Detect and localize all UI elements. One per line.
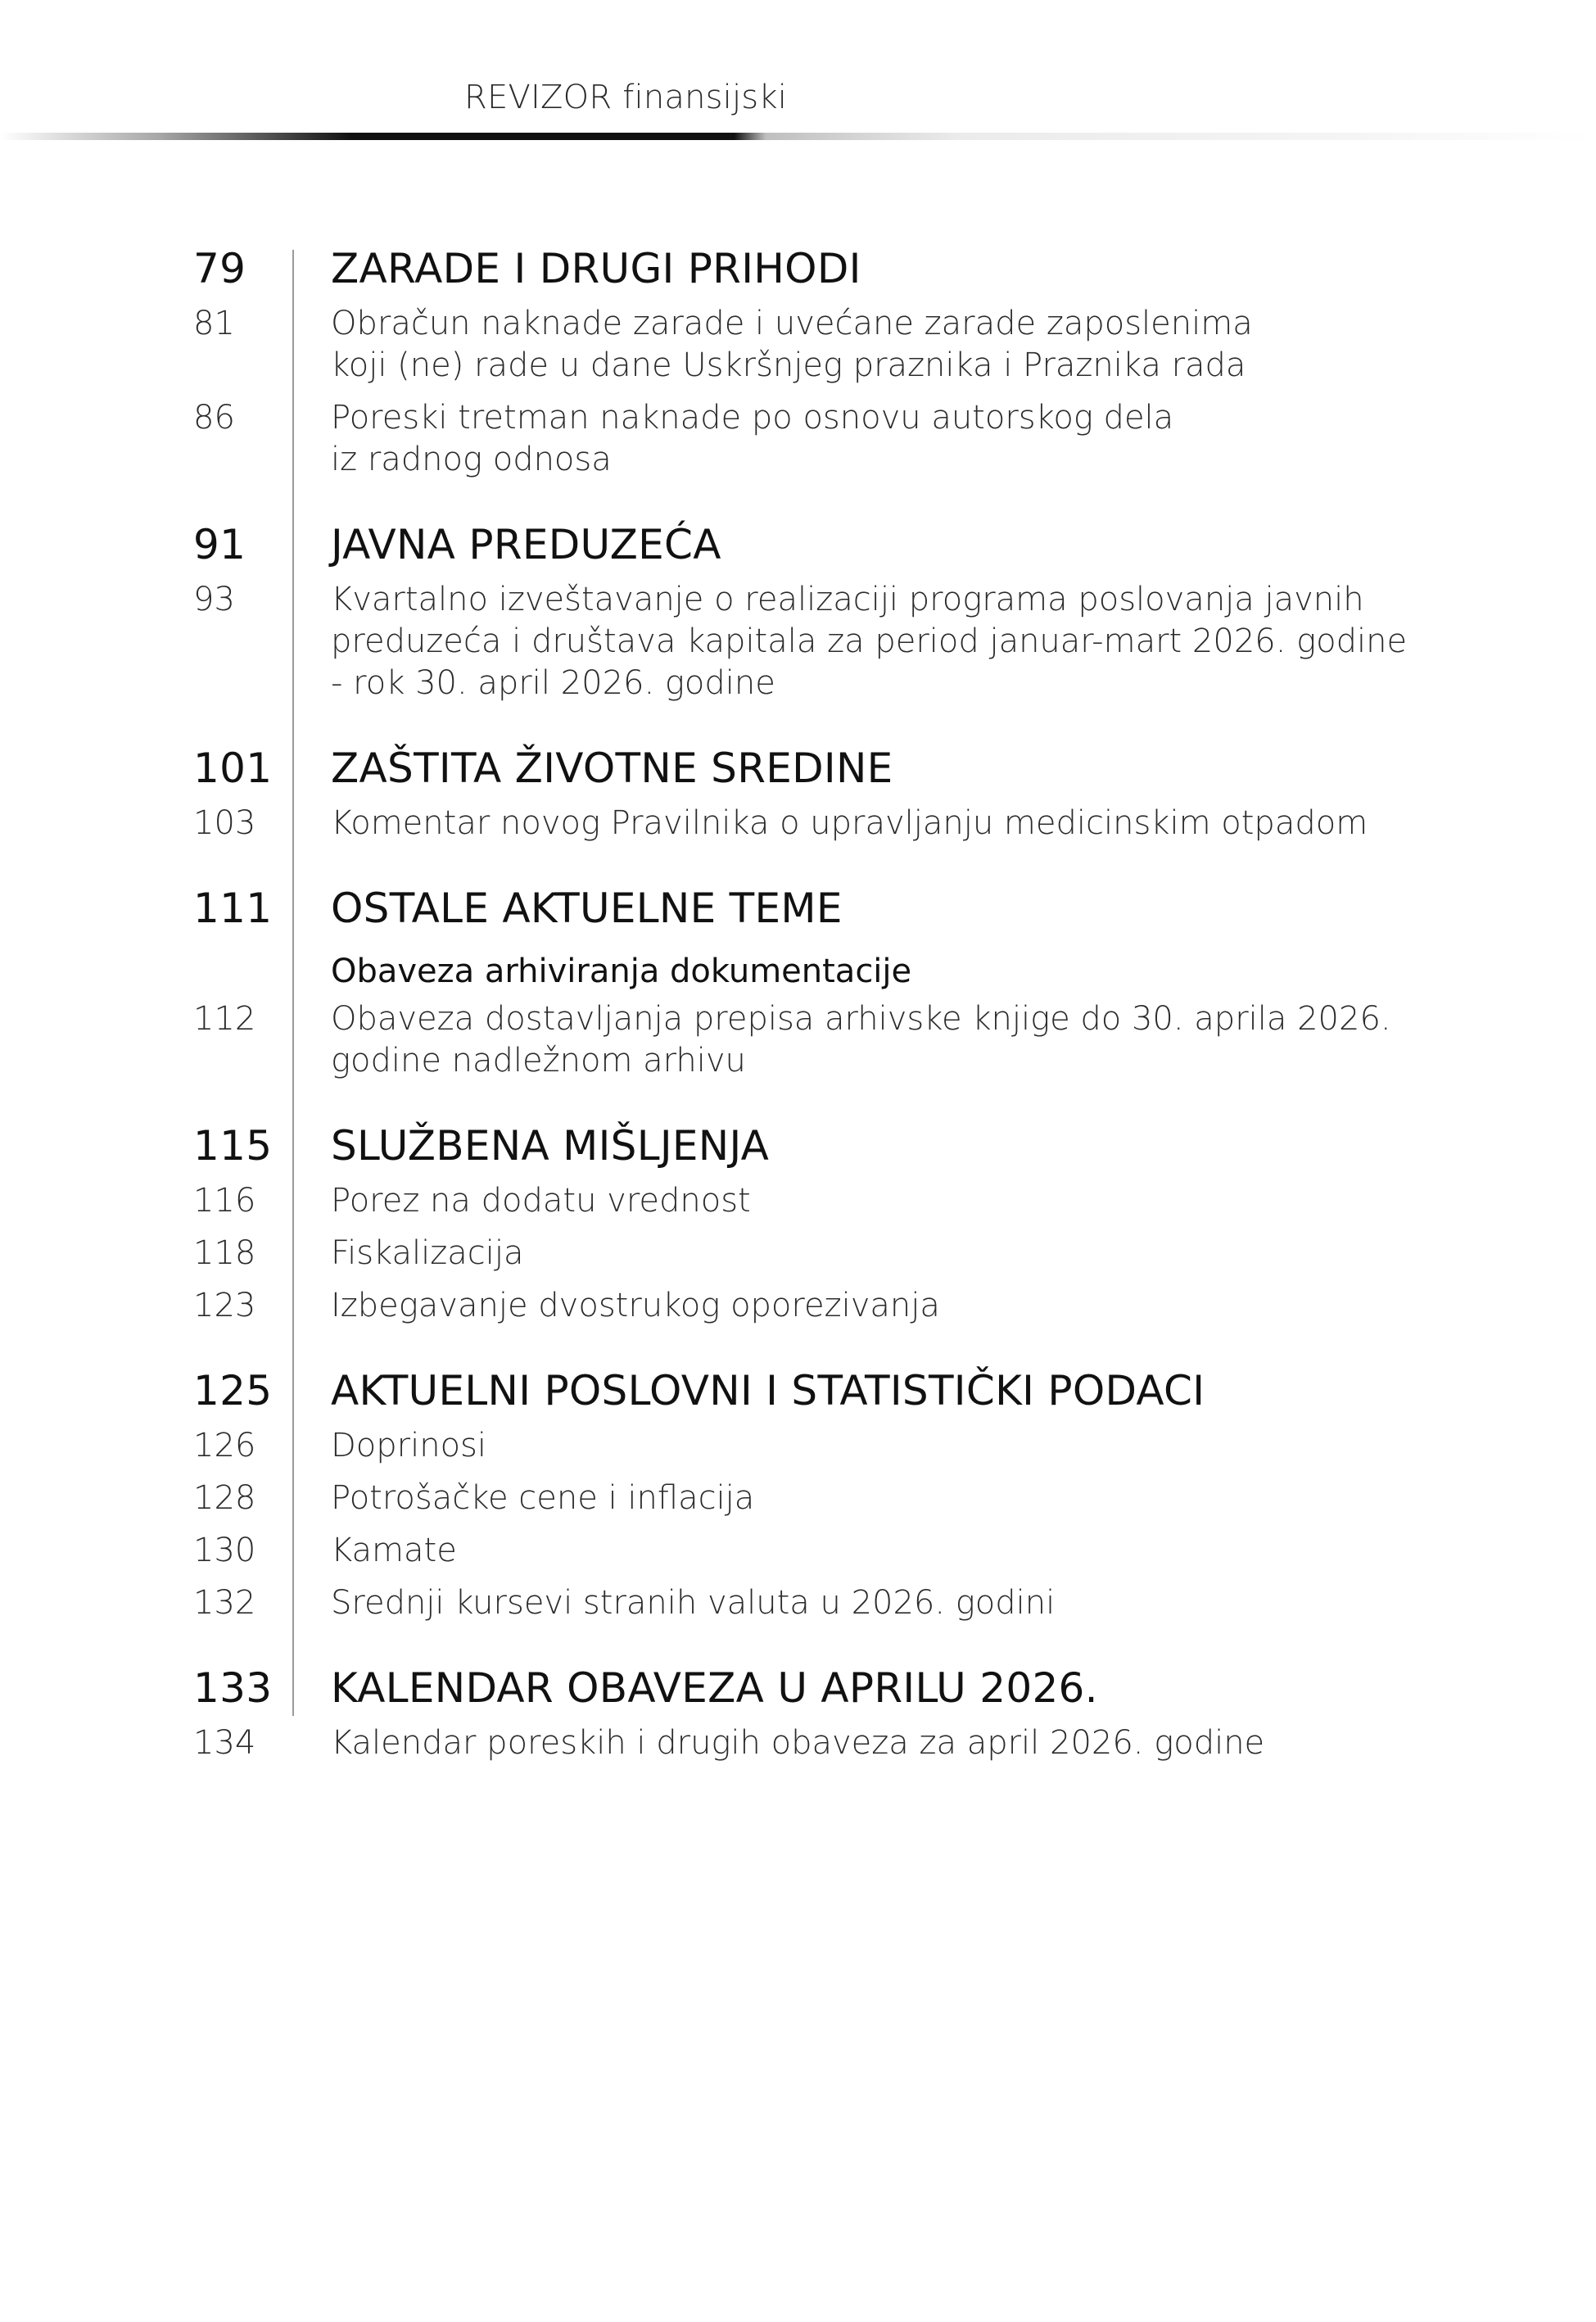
entry-title bbox=[331, 1478, 1356, 1519]
entry-title bbox=[331, 1425, 1356, 1467]
entry-title bbox=[331, 1233, 1356, 1274]
entry-title bbox=[331, 1180, 1356, 1222]
entry-page-number: 86 bbox=[193, 399, 235, 437]
toc-entry[interactable] bbox=[193, 1233, 1356, 1274]
toc-entry[interactable] bbox=[193, 1478, 1356, 1519]
entry-page-number: 118 bbox=[193, 1234, 256, 1272]
entry-title-line: godine nadležnom arhivu bbox=[331, 1042, 746, 1080]
toc-section[interactable] bbox=[193, 1659, 1356, 1718]
toc-entry[interactable] bbox=[193, 998, 1391, 1082]
entry-title-line: Kvartalno izveštavanje o realizaciji programa poslovanja javnih bbox=[331, 581, 1364, 618]
entry-title-line: Poreski tretman naknade po osnovu autorskog dela bbox=[331, 399, 1174, 437]
toc-entry[interactable] bbox=[193, 303, 1356, 387]
running-title: REVIZOR finansijski bbox=[464, 79, 788, 116]
entry-title-line: preduzeća i društava kapitala za period januar-mart 2026. godine bbox=[331, 622, 1408, 660]
toc-section[interactable] bbox=[193, 239, 1356, 298]
section-page-number: 111 bbox=[193, 885, 273, 932]
entry-page-number: 132 bbox=[193, 1584, 256, 1622]
toc-entry[interactable] bbox=[193, 803, 1368, 844]
entry-title-line: Fiskalizacija bbox=[331, 1234, 524, 1272]
header-rule bbox=[0, 133, 1596, 140]
toc-entry[interactable] bbox=[193, 579, 1408, 704]
entry-title bbox=[331, 1722, 1356, 1764]
entry-title-line: Izbegavanje dvostrukog oporezivanja bbox=[331, 1287, 940, 1324]
section-title: OSTALE AKTUELNE TEME bbox=[331, 885, 843, 932]
entry-title-line: Kamate bbox=[331, 1532, 457, 1569]
toc-section[interactable] bbox=[193, 515, 1356, 574]
section-title: JAVNA PREDUZEĆA bbox=[331, 521, 721, 568]
entry-title bbox=[331, 303, 1356, 387]
section-page-number: 115 bbox=[193, 1122, 273, 1170]
toc-entry[interactable] bbox=[193, 1425, 1356, 1467]
entry-title-line: Kalendar poreskih i drugih obaveza za april 2026. godine bbox=[331, 1724, 1265, 1762]
entry-title-line: - rok 30. april 2026. godine bbox=[331, 664, 775, 702]
section-title: ZAŠTITA ŽIVOTNE SREDINE bbox=[331, 745, 893, 792]
entry-page-number: 128 bbox=[193, 1479, 256, 1517]
entry-title bbox=[331, 397, 1356, 481]
toc-entry[interactable] bbox=[193, 1582, 1356, 1624]
entry-title-line: Komentar novog Pravilnika o upravljanju medicinskim otpadom bbox=[331, 804, 1368, 842]
subheading-title: Obaveza arhiviranja dokumentacije bbox=[331, 953, 912, 990]
section-title: AKTUELNI POSLOVNI I STATISTIČKI PODACI bbox=[331, 1367, 1205, 1414]
toc-entry[interactable] bbox=[193, 1722, 1356, 1764]
section-title: KALENDAR OBAVEZA U APRILU 2026. bbox=[331, 1664, 1098, 1712]
entry-title-line: iz radnog odnosa bbox=[331, 441, 612, 478]
section-page-number: 91 bbox=[193, 521, 246, 568]
section-page-number: 79 bbox=[193, 245, 246, 292]
section-page-number: 125 bbox=[193, 1367, 273, 1414]
entry-title bbox=[331, 803, 1368, 844]
entry-page-number: 130 bbox=[193, 1532, 256, 1569]
section-page-number: 133 bbox=[193, 1664, 273, 1712]
entry-title-line: Srednji kursevi stranih valuta u 2026. godini bbox=[331, 1584, 1056, 1622]
toc-section[interactable] bbox=[193, 739, 1356, 798]
toc-entry[interactable] bbox=[193, 1530, 1356, 1572]
entry-page-number: 116 bbox=[193, 1182, 256, 1220]
section-page-number: 101 bbox=[193, 745, 273, 792]
entry-title-line: Obaveza dostavljanja prepisa arhivske knjige do 30. aprila 2026. bbox=[331, 1000, 1391, 1038]
entry-title-line: Porez na dodatu vrednost bbox=[331, 1182, 751, 1220]
entry-page-number: 103 bbox=[193, 804, 256, 842]
toc-section[interactable] bbox=[193, 1361, 1356, 1420]
entry-title-line: Potrošačke cene i inflacija bbox=[331, 1479, 755, 1517]
entry-title bbox=[331, 1530, 1356, 1572]
toc-subheading[interactable] bbox=[193, 949, 1356, 994]
entry-page-number: 134 bbox=[193, 1724, 256, 1762]
entry-title bbox=[331, 1285, 1356, 1327]
entry-page-number: 81 bbox=[193, 305, 235, 342]
entry-title bbox=[331, 998, 1391, 1082]
entry-page-number: 123 bbox=[193, 1287, 256, 1324]
toc-section[interactable] bbox=[193, 879, 1356, 938]
toc-section[interactable] bbox=[193, 1116, 1356, 1175]
entry-page-number: 126 bbox=[193, 1427, 256, 1464]
table-of-contents bbox=[193, 239, 1408, 1764]
section-title: ZARADE I DRUGI PRIHODI bbox=[331, 245, 861, 292]
entry-title bbox=[331, 579, 1407, 704]
entry-page-number: 93 bbox=[193, 581, 235, 618]
section-title: SLUŽBENA MIŠLJENJA bbox=[331, 1122, 770, 1170]
entry-page-number: 112 bbox=[193, 1000, 256, 1038]
toc-entry[interactable] bbox=[193, 1285, 1356, 1327]
entry-title-line: koji (ne) rade u dane Uskršnjeg praznika i Praznika rada bbox=[331, 346, 1246, 384]
toc-entry[interactable] bbox=[193, 1180, 1356, 1222]
entry-title bbox=[331, 1582, 1356, 1624]
entry-title-line: Obračun naknade zarade i uvećane zarade zaposlenima bbox=[331, 305, 1253, 342]
toc-entry[interactable] bbox=[193, 397, 1356, 481]
entry-title-line: Doprinosi bbox=[331, 1427, 486, 1464]
